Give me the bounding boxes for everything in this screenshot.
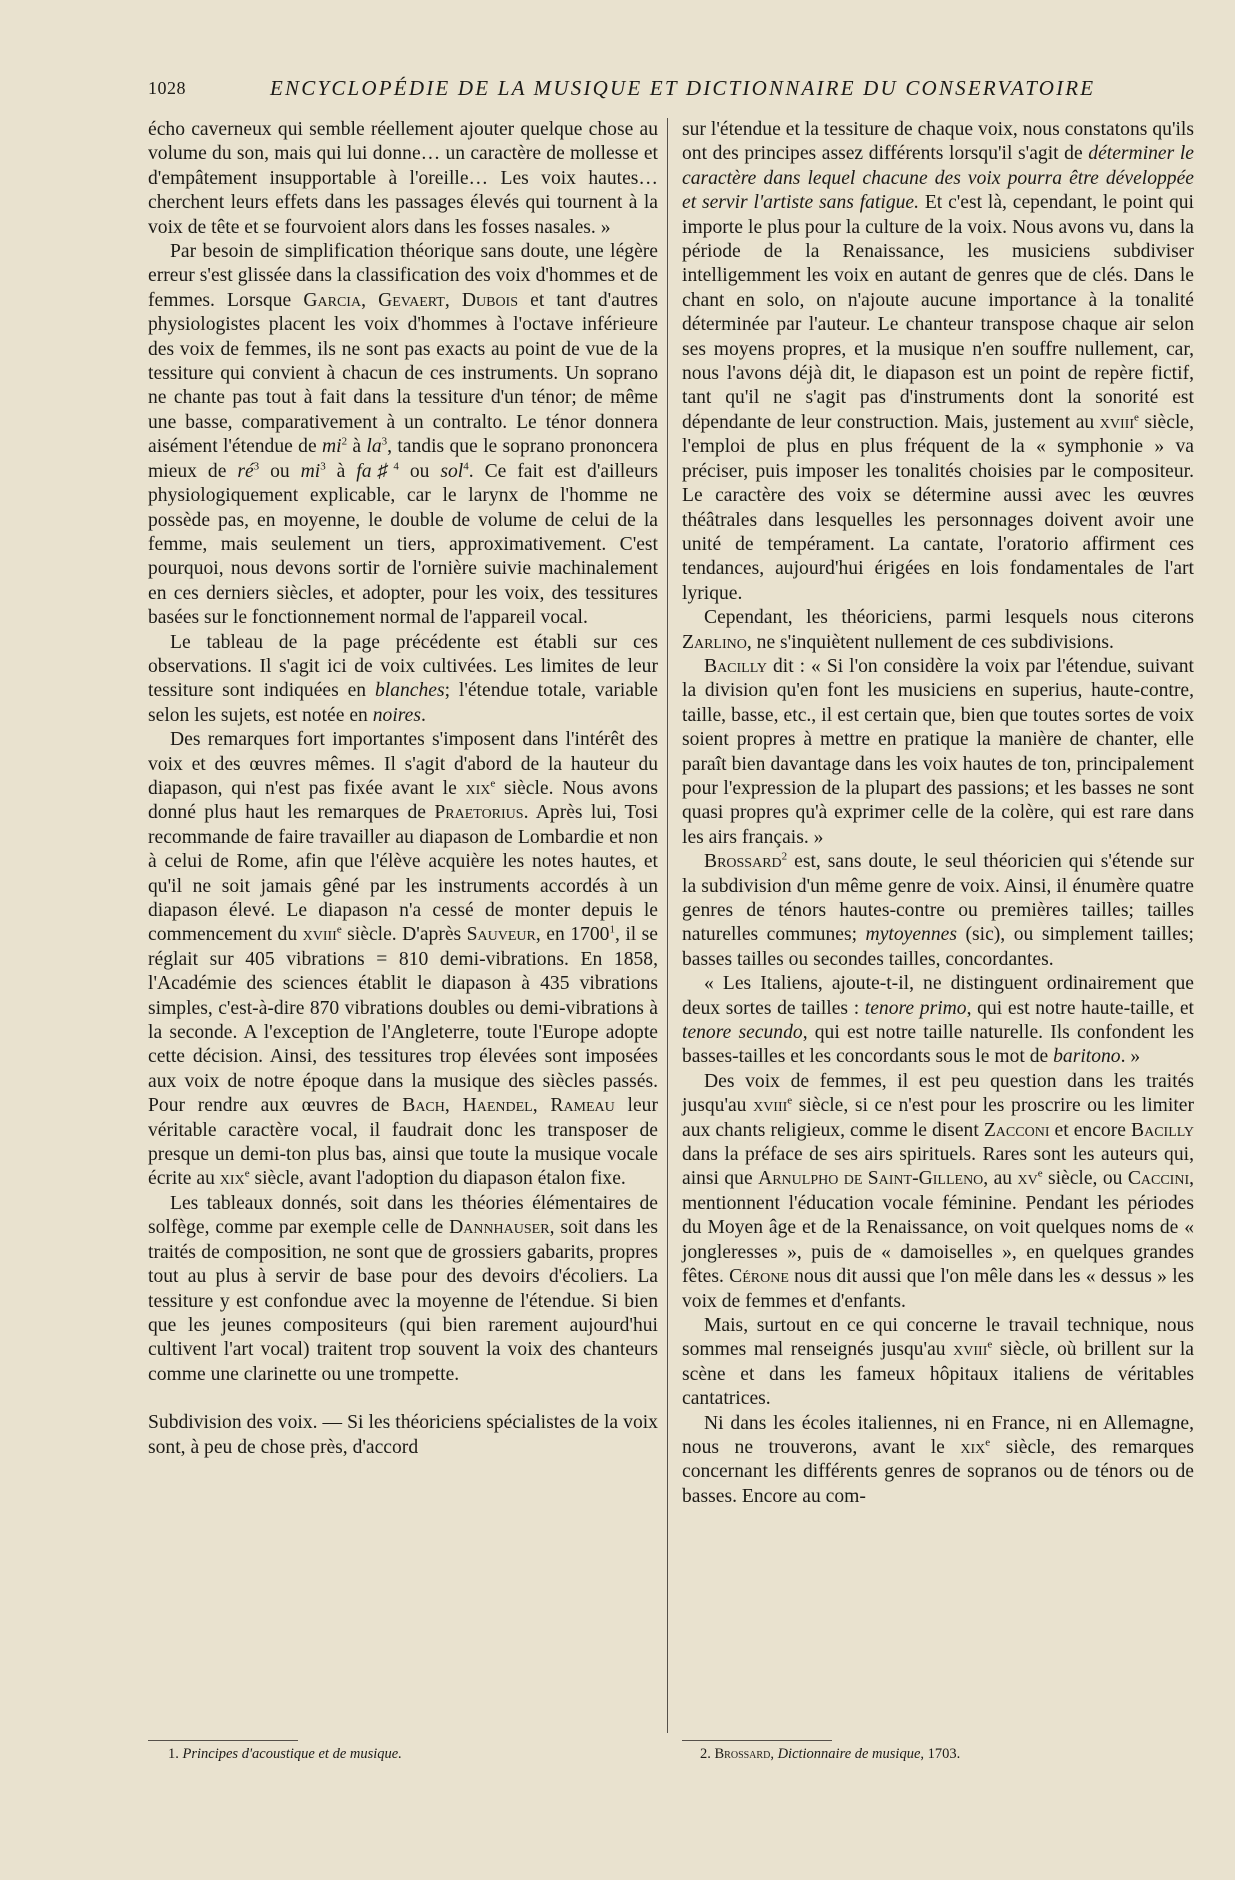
paragraph	[682, 606, 1194, 655]
paragraph	[682, 1314, 1194, 1412]
footnote-text: ,	[770, 1746, 778, 1762]
ordinal-suffix: e	[987, 1338, 993, 1351]
footnote-author: Brossard	[714, 1746, 771, 1762]
text-run: , ne s'inquiètent nullement de ces subdivisions.	[746, 631, 1114, 653]
text-run: . »	[1120, 1046, 1141, 1068]
text-run: « Les Italiens, ajoute-t-il, ne distinguent ordinairement que deux sortes de tailles :	[682, 973, 1194, 1019]
footnote-number: 1.	[168, 1746, 179, 1762]
century-numeral: xix	[219, 1168, 245, 1190]
paragraph	[148, 240, 658, 631]
century-numeral: xviii	[953, 1339, 988, 1361]
ordinal-suffix: e	[1037, 1167, 1043, 1180]
text-run: siècle, où brillent sur la scène et dans les fameux hôpitaux italiens de véritables cantatrices.	[682, 1339, 1194, 1410]
emphasis: déterminer le caractère dans lequel chacune des voix pourra être développée et servir l'artiste sans fatigue.	[682, 143, 1194, 214]
text-run: siècle, ou	[1042, 1168, 1128, 1190]
ordinal-suffix: e	[336, 923, 342, 936]
text-run: , qui est notre taille naturelle. Ils confondent les basses-tailles et les concordants sous le mot de	[682, 1022, 1195, 1068]
author-name: Bacilly	[1131, 1119, 1195, 1141]
emphasis: tenore primo	[864, 997, 967, 1019]
paragraph	[682, 655, 1194, 850]
author-name: Sauveur	[466, 924, 536, 946]
text-run: .	[421, 704, 426, 726]
ordinal-suffix: e	[490, 777, 496, 790]
text-run: , au	[983, 1168, 1018, 1190]
author-name: Bacilly	[704, 655, 767, 677]
note-name: la	[366, 436, 382, 458]
text-run: siècle, l'emploi de plus en plus fréquent de la « symphonie » va préciser, puis imposer les tonalités choisies par le compositeur. Le caractère des voix se détermine aussi avec les œuvres théâtrales dans lesquelles les personnages doivent avoir une unité de tempérament. La cantate, l'oratorio affirment ces tendances, aujourd'hui érigées en lois fondamentales de l'art lyrique.	[682, 411, 1194, 604]
composer-name: Bach	[402, 1095, 445, 1117]
footnote-ref[interactable]: 2	[781, 850, 788, 863]
author-name: Zacconi	[983, 1119, 1050, 1141]
ordinal-suffix: e	[1134, 411, 1139, 424]
text-run: et tant d'autres physiologistes placent les voix d'hommes à l'octave inférieure des voix de femmes, ils ne sont pas exacts au point de vue de la tessiture qui convient à chacun de ces instruments. Un soprano ne chante pas tout à fait dans la tessiture d'un ténor; de même une basse, comparativement à un contralto. Le ténor donnera aisément l'étendue de	[148, 289, 658, 458]
author-name: Cérone	[729, 1266, 789, 1288]
author-name: Arnulpho de Saint-Gilleno	[758, 1168, 984, 1190]
emphasis: mytoyennes	[865, 924, 957, 946]
century-numeral: xix	[960, 1436, 986, 1458]
century-numeral: xv	[1017, 1168, 1038, 1190]
footnote-text: Principes d'acoustique et de musique.	[182, 1746, 402, 1762]
emphasis: baritono	[1053, 1046, 1121, 1068]
note-name: mi	[321, 436, 342, 458]
text-run: Mais, surtout en ce qui concerne le travail technique, nous sommes mal renseignés jusqu'au	[682, 1314, 1194, 1361]
octave-number: 3	[320, 460, 326, 473]
author-name: Dubois	[461, 289, 519, 311]
octave-number: 4	[393, 460, 399, 473]
text-run: , il se réglait sur 405 vibrations = 810 demi-vibrations. En 1858, l'Académie des sciences établit le diapason à 435 vibrations simples, c'est-à-dire 870 vibrations doubles ou demi-vibrations à la seconde. A l'exception de l'Angleterre, toute l'Europe adopte cette décision. Ainsi, des tessitures trop élevées sont imposées aux voix de notre époque dans la musique des siècles passés. Pour rendre aux œuvres de	[148, 924, 658, 1117]
text-run: siècle, si ce n'est pour les proscrire ou les limiter aux chants religieux, comme le disent	[682, 1095, 1194, 1141]
section-heading: Subdivision des voix.	[148, 1412, 318, 1434]
century-numeral: xviii	[1099, 411, 1135, 433]
footnote-1	[168, 1746, 402, 1763]
text-run: siècle, avant l'adoption du diapason étalon fixe.	[249, 1168, 626, 1190]
paragraph	[682, 972, 1194, 1070]
text-run: et encore	[1049, 1119, 1132, 1141]
text-run: Et c'est là, cependant, le point qui importe le plus pour la culture de la voix. Nous avons vu, dans la période de la Renaissance, les musiciens subdiviser intelligemment les voix en autant de genres que de clés. Dans le chant en solo, on n'ajoute aucune importance à la tonalité déterminée par l'auteur. Le chanteur transpose chaque air selon ses moyens propres, et la musique n'en souffre nullement, car, nous l'avons déjà dit, le diapason est un point de repère fictif, tant qu'il ne s'agit pas d'instruments dont la sonorité est dépendante de leur construction. Mais, justement au	[682, 192, 1194, 433]
paragraph	[148, 1411, 658, 1460]
octave-number: 3	[253, 460, 260, 473]
author-name: Dannhauser	[449, 1217, 550, 1239]
ordinal-suffix: e	[985, 1436, 991, 1449]
text-run: . Ce fait est d'ailleurs physiologiquement explicable, car le larynx de l'homme ne possède pas, en moyenne, le double de volume de celui de la femme, mais seulement un tiers, approximativement. C'est pourquoi, nous devons sortir de l'ornière suivie machinalement en ces derniers siècles, et adopter, pour les voix, des tessitures basées sur le fonctionnement normal de l'appareil vocal.	[148, 460, 659, 629]
footnote-number: 2.	[700, 1746, 711, 1762]
text-run: nous dit aussi que l'on mêle dans les « dessus » les voix de femmes et d'enfants.	[682, 1266, 1194, 1312]
text-run: à	[347, 436, 367, 458]
footnote-title: Dictionnaire de musique	[777, 1746, 921, 1762]
text-run: , en 1700	[535, 924, 610, 946]
text-run: Des voix de femmes, il est peu question dans les traités jusqu'au	[682, 1070, 1194, 1117]
century-numeral: xviii	[302, 924, 337, 946]
author-name: Praetorius	[434, 802, 524, 824]
text-run: , tandis que le soprano prononcera mieux de	[148, 436, 658, 482]
text-run: ,	[532, 1095, 551, 1117]
page-number: 1028	[148, 78, 186, 98]
text-run: ,	[444, 289, 462, 311]
text-run: , qui est notre haute-taille, et	[966, 997, 1194, 1019]
text-run: , mentionnent l'éducation vocale féminine. Pendant les périodes du Moyen âge et de la Renaissance, on voit quelques noms de « jongleresses », puis de « damoiselles », en quelques grandes fêtes.	[682, 1168, 1195, 1288]
text-run: . Après lui, Tosi recommande de faire travailler au diapason de Lombardie et non à celui de Rome, afin que l'élève acquière les notes hautes, et qu'il ne soit jamais gêné par les instruments accordés à un diapason élevé. Le diapason n'a cessé de monter depuis le commencement du	[148, 802, 658, 946]
text-run: Des remarques fort importantes s'imposent dans l'intérêt des voix et des œuvres mêmes. Il s'agit d'abord de la hauteur du diapason, qui n'est pas fixée avant le	[148, 729, 658, 799]
octave-number: 3	[381, 435, 388, 448]
octave-number: 4	[463, 460, 469, 473]
text-run: Le tableau de la page précédente est établi sur ces observations. Il s'agit ici de voix cultivées. Les limites de leur tessiture sont indiquées en	[148, 631, 658, 702]
composer-name: Rameau	[550, 1095, 615, 1117]
text-run: ,	[444, 1095, 463, 1117]
ordinal-suffix: e	[244, 1167, 250, 1180]
text-run: — Si les théoriciens spécialistes de la voix sont, à peu de chose près, d'accord	[148, 1412, 658, 1458]
text-run: (sic), ou simplement tailles; basses tailles ou secondes tailles, concordantes.	[682, 924, 1194, 970]
footnote-ref[interactable]: 1	[609, 923, 615, 936]
text-run: Ni dans les écoles italiennes, ni en France, ni en Allemagne, nous ne trouverons, avant le	[682, 1412, 1194, 1458]
right-column	[682, 118, 1194, 1509]
text-run: leur véritable caractère vocal, il faudrait donc les transposer de presque un demi-ton plus bas, ainsi que toute la musique vocale écrite au	[148, 1095, 659, 1190]
note-name: ré	[237, 460, 254, 482]
text-run: sur l'étendue et la tessiture de chaque voix, nous constatons qu'ils ont des principes assez différents lorsqu'il s'agit de	[682, 119, 1194, 165]
text-run: siècle. D'après	[341, 924, 467, 946]
note-name: sol	[440, 460, 464, 482]
emphasis: tenore secundo	[682, 1022, 803, 1044]
paragraph-text: écho caverneux qui semble réellement ajouter quelque chose au volume du son, mais qui lui donne… un caractère de mollesse et d'empâtement insupportable à l'oreille… Les voix hautes… cherchent leurs effets dans les passages élevés qui tournent à la voix de tête et se fourvoient alors dans les fosses nasales. »	[148, 119, 658, 238]
footnote-text: , 1703.	[920, 1746, 961, 1762]
text-run: ou	[259, 460, 301, 482]
note-name: mi	[300, 460, 321, 482]
text-run: Par besoin de simplification théorique sans doute, une légère erreur s'est glissée dans la classification des voix d'hommes et de femmes. Lorsque	[148, 241, 658, 311]
century-numeral: xix	[465, 777, 491, 799]
author-name: Garcia	[303, 289, 362, 311]
note-name: fa♯	[356, 460, 394, 482]
emphasis: blanches	[374, 680, 445, 702]
text-run: est, sans doute, le seul théoricien qui s'étende sur la subdivision d'un même genre de voix. Ainsi, il énumère quatre genres de ténors hautes-contre ou premières tailles; tailles naturelles communes;	[682, 851, 1194, 946]
paragraph	[148, 118, 658, 240]
text-run: à	[325, 460, 357, 482]
century-numeral: xviii	[753, 1095, 788, 1117]
running-head: ENCYCLOPÉDIE DE LA MUSIQUE ET DICTIONNAIRE DU CONSERVATOIRE	[270, 76, 1096, 100]
author-name: Brossard	[704, 851, 782, 873]
paragraph	[148, 728, 658, 1192]
text-run: dit : « Si l'on considère la voix par l'étendue, suivant la division qu'en font les musiciens en superius, haute-contre, taille, basse, etc., il est certain que, bien que toutes sortes de voix soient propres à mettre en pratique la manière de chanter, elle paraît bien davantage dans les voix hautes de ton, principalement pour l'expression de la plupart des passions; et les basses ne sont quasi propres qu'à exprimer celle de la colère, qui est rare dans les airs français. »	[682, 655, 1194, 848]
paragraph	[148, 631, 658, 729]
author-name: Zarlino	[682, 631, 747, 653]
paragraph	[682, 1412, 1194, 1510]
left-column	[148, 118, 658, 1460]
text-run: ,	[361, 289, 379, 311]
footnote-2	[700, 1746, 960, 1763]
paragraph	[682, 118, 1194, 606]
text-run: Cependant, les théoriciens, parmi lesquels nous citerons	[704, 607, 1194, 629]
text-run: ou	[398, 460, 441, 482]
footnote-rule	[148, 1740, 298, 1741]
text-run: ; l'étendue totale, variable selon les sujets, est notée en	[148, 680, 658, 726]
column-rule	[667, 118, 668, 1733]
paragraph	[682, 850, 1194, 972]
emphasis: noires	[372, 704, 422, 726]
author-name: Gevaert	[378, 289, 445, 311]
ordinal-suffix: e	[787, 1094, 793, 1107]
author-name: Caccini	[1127, 1168, 1190, 1190]
paragraph	[682, 1070, 1194, 1314]
footnote-rule	[682, 1740, 832, 1741]
octave-number: 2	[341, 435, 348, 448]
text-run: siècle. Nous avons donné plus haut les remarques de	[148, 777, 658, 824]
text-run: siècle, des remarques concernant les différents genres de sopranos ou de ténors ou de basses. Encore au com-	[682, 1436, 1194, 1507]
composer-name: Haendel	[462, 1095, 533, 1117]
text-run: Les tableaux donnés, soit dans les théories élémentaires de solfège, comme par exemple celle de	[148, 1192, 658, 1239]
paragraph	[148, 1192, 658, 1387]
text-run: , soit dans les traités de composition, ne sont que de grossiers gabarits, propres tout au plus à servir de base pour des devoirs d'écoliers. La tessiture y est confondue avec la moyenne de l'étendue. Si bien que les jeunes compositeurs (qui bien rarement aujourd'hui cultivent l'art vocal) traitent trop souvent la voix des chanteurs comme une clarinette ou une trompette.	[148, 1217, 658, 1385]
text-run: dans la préface de ses airs spirituels. Rares sont les auteurs qui, ainsi que	[682, 1144, 1194, 1190]
